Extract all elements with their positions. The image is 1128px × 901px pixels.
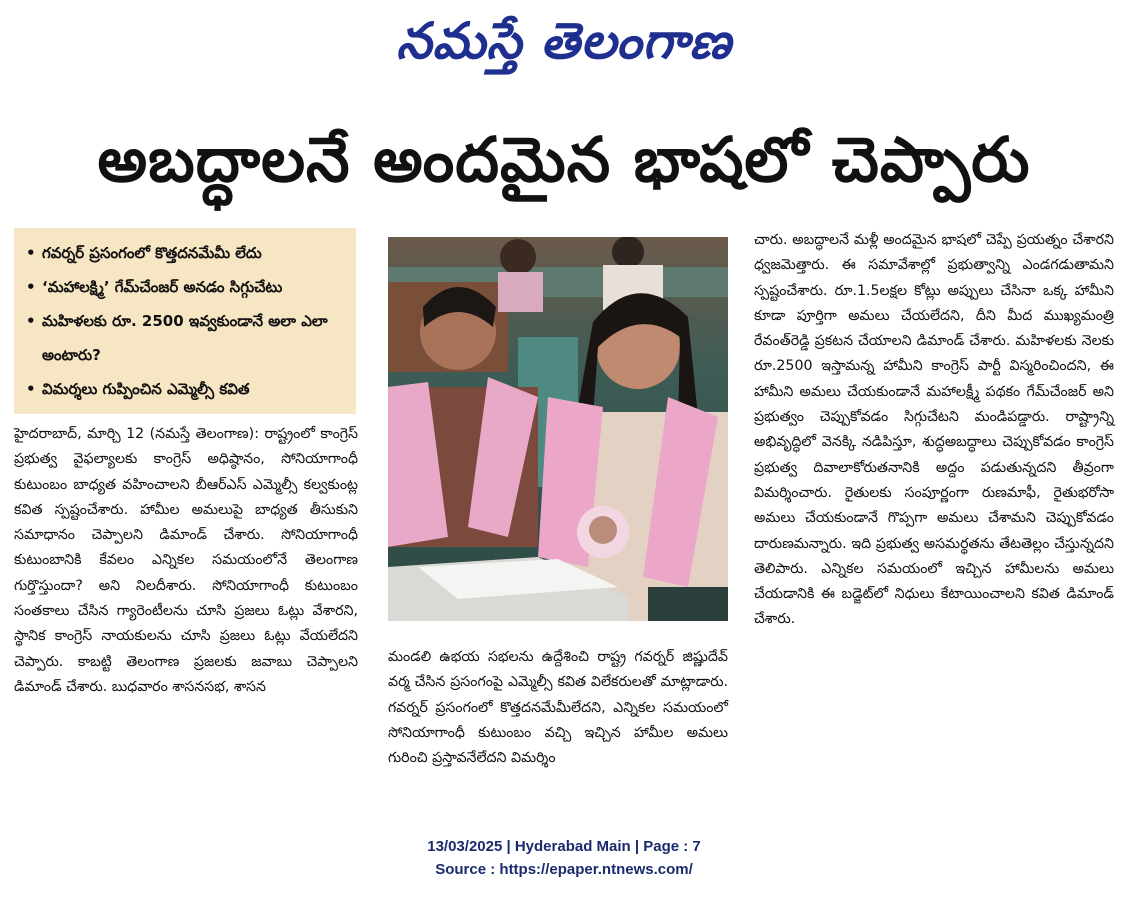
footer-edition-info: 13/03/2025 | Hyderabad Main | Page : 7 [427, 838, 701, 855]
highlight-item: • విమర్శలు గుప్పించిన ఎమ్మెల్సీ కవిత [24, 372, 348, 406]
highlight-item: • ‘మహాలక్ష్మి’ గేమ్‌చేంజర్ అనడం సిగ్గుచేటు [24, 270, 348, 304]
highlight-item: • గవర్నర్ ప్రసంగంలో కొత్తదనమేమీ లేదు [24, 236, 348, 270]
news-photo [388, 237, 728, 621]
highlights-box [14, 228, 356, 414]
bullet-icon: • [26, 244, 36, 262]
bullet-icon: • [26, 380, 36, 398]
article-column-3: చారు. అబద్ధాలనే మళ్లీ అందమైన భాషలో చెప్పే ప్రయత్నం చేశారని ధ్వజమెత్తారు. ఈ సమావేశాల్లో ప్రభుత్వాన్ని ఎండగడుతామని స్పష్టంచేశారు. రూ.1.5లక్షల కోట్లు అప్పులు చేసినా ఒక్క హామీని కూడా పూర్తిగా అమలు చేయలేదని, దీని మీద ముఖ్యమంత్రి రేవంత్‌రెడ్డి ప్రకటన చేయాలని డిమాండ్ చేశారు. మహిళలకు నెలకు రూ.2500 ఇస్తామన్న హామీని కాంగ్రెస్ పార్టీ విస్మరించిందని, ఈ హామీని అమలు చేయకుండానే మహాలక్ష్మీ పథకం గేమ్‌చేంజర్ అని ప్రభుత్వం చెప్పుకోవడం సిగ్గుచేటని మండిపడ్డారు. రాష్ట్రాన్ని అభివృద్ధిలో వెనక్కి నడిపిస్తూ, శుద్ధఅబద్ధాలు చెప్పుకోవడం కాంగ్రెస్ ప్రభుత్వ దివాలాకోరుతనానికి అద్దం పడుతున్నదని తీవ్రంగా విమర్శించారు. రైతులకు సంపూర్ణంగా రుణమాఫీ, రైతుభరోసా అమలు చేయకుండానే గొప్పగా అమలు చేశామని చెప్పుకోవడం దారుణమన్నారు. ఇది ప్రభుత్వ అసమర్థతను తేటతెల్లం చేస్తున్నదని తెలిపారు. ఎన్నికల సమయంలో ఇచ్చిన హామీలను అమలు చేయడానికి ఈ బడ్జెట్‌లో నిధులు కేటాయించాలని కవిత డిమాండ్ చేశారు. [754, 232, 1114, 628]
highlight-item: • మహిళలకు రూ. 2500 ఇవ్వకుండానే అలా ఎలా అంటారు? [24, 304, 348, 372]
photo-illustration [388, 237, 728, 621]
bullet-icon: • [26, 312, 36, 330]
bullet-icon: • [26, 278, 36, 296]
footer-source: Source : https://epaper.ntnews.com/ [435, 861, 693, 878]
masthead-logo: నమస్తే తెలంగాణ [396, 12, 732, 70]
headline: అబద్ధాలనే అందమైన భాషలో చెప్పారు [97, 123, 1031, 196]
article-column-1: హైదరాబాద్, మార్చి 12 (నమస్తే తెలంగాణ): రాష్ట్రంలో కాంగ్రెస్ ప్రభుత్వ వైఫల్యాలకు కాంగ్రెస్ అధిష్ఠానం, సోనియాగాంధీ కుటుంబం బాధ్యత వహించాలని బీఆర్‌ఎస్ ఎమ్మెల్సీ కల్వకుంట్ల కవిత స్పష్టంచేశారు. హామీల అమలుపై బాధ్యత తీసుకుని సమాధానం చెప్పాలని డిమాండ్ చేశారు. సోనియాగాంధీ కుటుంబానికి కేవలం ఎన్నికల సమయంలోనే తెలంగాణ గుర్తొస్తుందా? అని నిలదీశారు. సోనియాగాంధీ కుటుంబం సంతకాలు చేసిన గ్యారెంటీలను చూసి ప్రజలు ఓట్లు వేశారని, స్థానిక కాంగ్రెస్ నాయకులను చూసి ప్రజలు ఓట్లు వేయలేదని చెప్పారు. కాబట్టి తెలంగాణ ప్రజలకు జవాబు చెప్పాలని డిమాండ్ చేశారు. బుధవారం శాసనసభ, శాసన [14, 426, 358, 695]
article-column-2: మండలి ఉభయ సభలను ఉద్దేశించి రాష్ట్ర గవర్నర్ జిష్ణుదేవ్ వర్మ చేసిన ప్రసంగంపై ఎమ్మెల్సీ కవిత విలేకరులతో మాట్లాడారు. గవర్నర్ ప్రసంగంలో కొత్తదనమేమీలేదని, ఎన్నికల సమయంలో సోనియాగాంధీ కుటుంబం వచ్చి ఇచ్చిన హామీల అమలు గురించి ప్రస్తావనేలేదని విమర్శిం [388, 649, 728, 767]
